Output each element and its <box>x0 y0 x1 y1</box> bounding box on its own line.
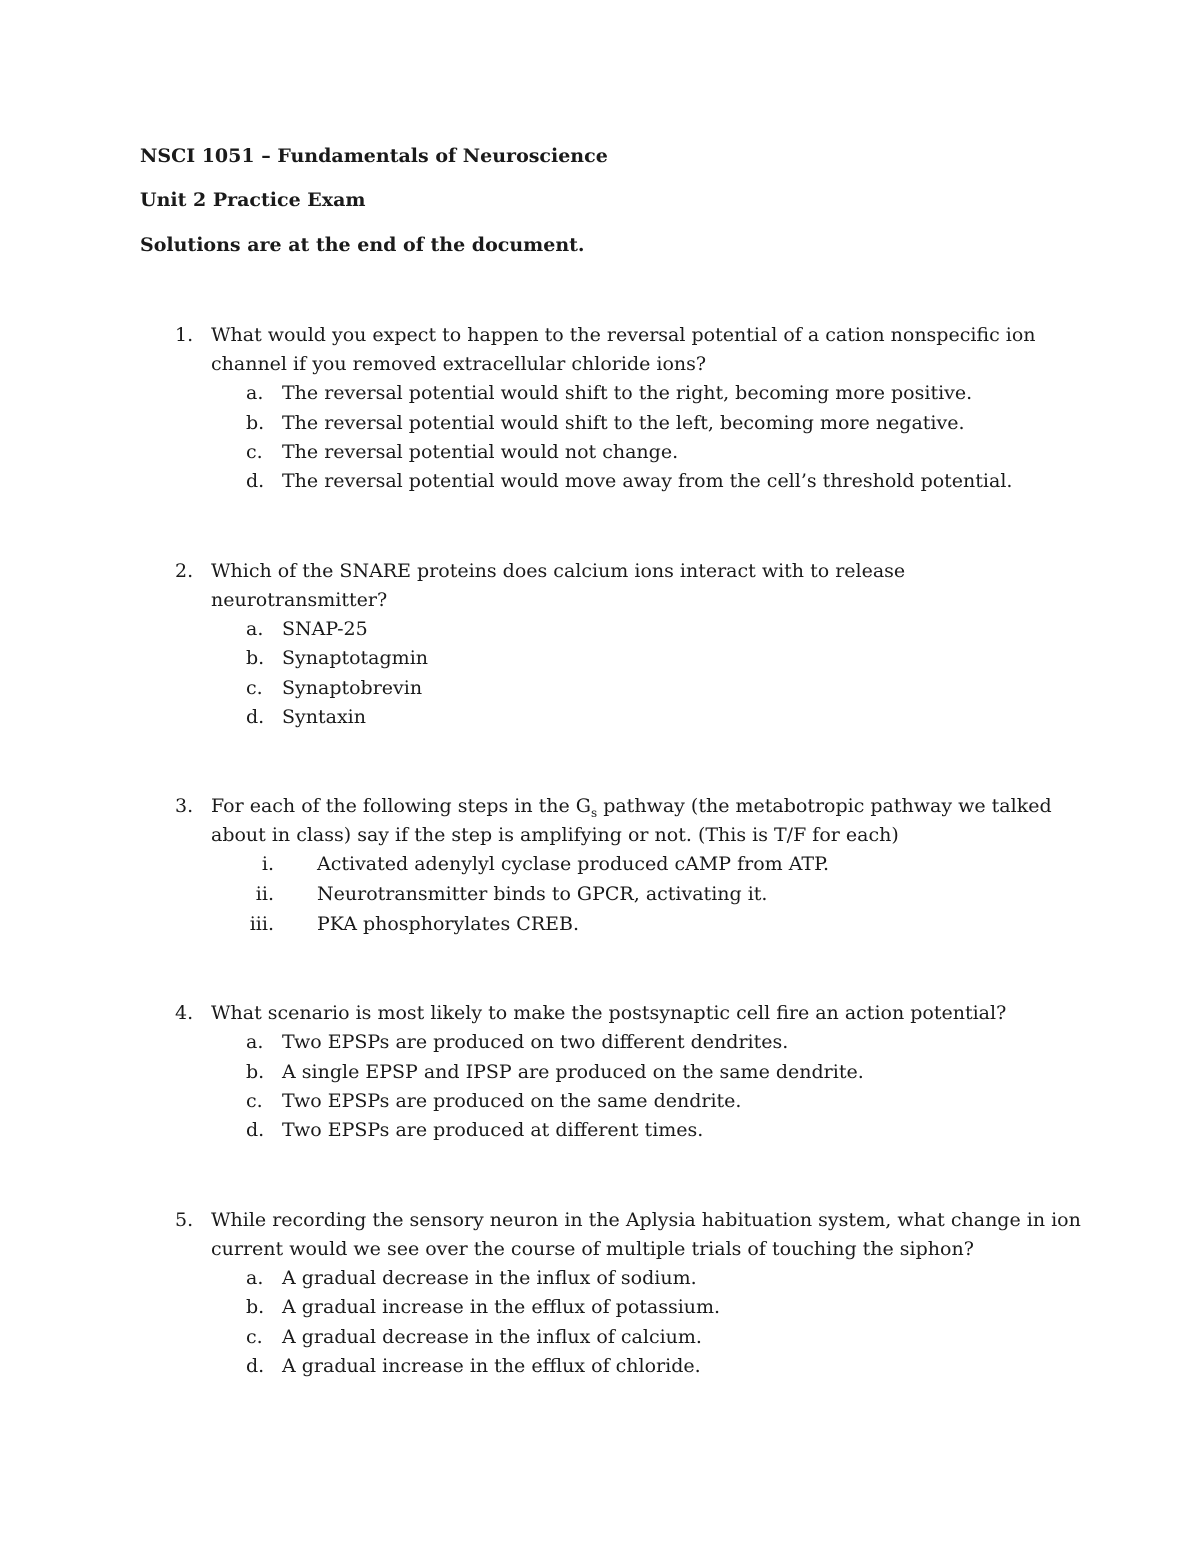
option-label: iii. <box>249 913 274 935</box>
option-label: c. <box>246 1326 263 1348</box>
option-label: c. <box>246 441 263 463</box>
option-label: ii. <box>255 883 274 905</box>
question-text-line: While recording the sensory neuron in the Aplysia habituation system, what change in ion <box>211 1209 1081 1231</box>
question-text-line: channel if you removed extracellular chloride ions? <box>211 353 707 375</box>
option-text: Synaptotagmin <box>282 647 429 669</box>
option-label: a. <box>246 1267 264 1289</box>
question-text-part: For each of the following steps in the G <box>211 795 591 817</box>
option-label: i. <box>261 853 274 875</box>
option-text: A gradual decrease in the influx of sodium. <box>282 1267 697 1289</box>
option-text: Neurotransmitter binds to GPCR, activating it. <box>317 883 768 905</box>
exam-title: Unit 2 Practice Exam <box>140 189 366 211</box>
option-label: b. <box>246 647 265 669</box>
course-title: NSCI 1051 – Fundamentals of Neuroscience <box>140 145 608 167</box>
option-text: A gradual increase in the efflux of potassium. <box>282 1296 721 1318</box>
option-label: d. <box>246 470 265 492</box>
question-text-line: about in class) say if the step is amplifying or not. (This is T/F for each) <box>211 824 899 846</box>
option-text: A gradual decrease in the influx of calcium. <box>282 1326 702 1348</box>
question-text-line: What scenario is most likely to make the postsynaptic cell fire an action potential? <box>211 1002 1007 1024</box>
subscript: s <box>590 805 598 820</box>
option-label: a. <box>246 618 264 640</box>
option-label: c. <box>246 1090 263 1112</box>
option-label: d. <box>246 706 265 728</box>
option-label: b. <box>246 1296 265 1318</box>
question-text-part: pathway (the metabotropic pathway we talked <box>597 795 1052 817</box>
option-text: The reversal potential would move away from the cell’s threshold potential. <box>282 470 1013 492</box>
question-number: 4. <box>175 1002 194 1024</box>
question-text-line: neurotransmitter? <box>211 589 388 611</box>
option-text: Syntaxin <box>282 706 366 728</box>
question-number: 1. <box>175 324 194 346</box>
option-label: d. <box>246 1119 265 1141</box>
option-text: SNAP-25 <box>282 618 368 640</box>
option-text: Activated adenylyl cyclase produced cAMP from ATP. <box>317 853 830 875</box>
option-label: a. <box>246 382 264 404</box>
solutions-note: Solutions are at the end of the document. <box>140 234 585 256</box>
option-text: The reversal potential would shift to the left, becoming more negative. <box>282 412 965 434</box>
option-text: PKA phosphorylates CREB. <box>317 913 580 935</box>
question-number: 3. <box>175 795 194 817</box>
option-text: Two EPSPs are produced on two different dendrites. <box>282 1031 789 1053</box>
option-text: Synaptobrevin <box>282 677 423 699</box>
question-number: 2. <box>175 560 194 582</box>
option-label: d. <box>246 1355 265 1377</box>
option-text: Two EPSPs are produced on the same dendrite. <box>282 1090 742 1112</box>
question-text-line: current would we see over the course of multiple trials of touching the siphon? <box>211 1238 974 1260</box>
option-text: The reversal potential would shift to the right, becoming more positive. <box>282 382 973 404</box>
question-number: 5. <box>175 1209 194 1231</box>
option-label: a. <box>246 1031 264 1053</box>
option-label: c. <box>246 677 263 699</box>
option-text: A single EPSP and IPSP are produced on the same dendrite. <box>282 1061 864 1083</box>
option-text: Two EPSPs are produced at different times. <box>282 1119 704 1141</box>
option-label: b. <box>246 1061 265 1083</box>
question-text-line: What would you expect to happen to the reversal potential of a cation nonspecific ion <box>211 324 1036 346</box>
option-text: The reversal potential would not change. <box>282 441 679 463</box>
option-label: b. <box>246 412 265 434</box>
question-text-line: Which of the SNARE proteins does calcium ions interact with to release <box>211 560 906 582</box>
option-text: A gradual increase in the efflux of chloride. <box>282 1355 701 1377</box>
